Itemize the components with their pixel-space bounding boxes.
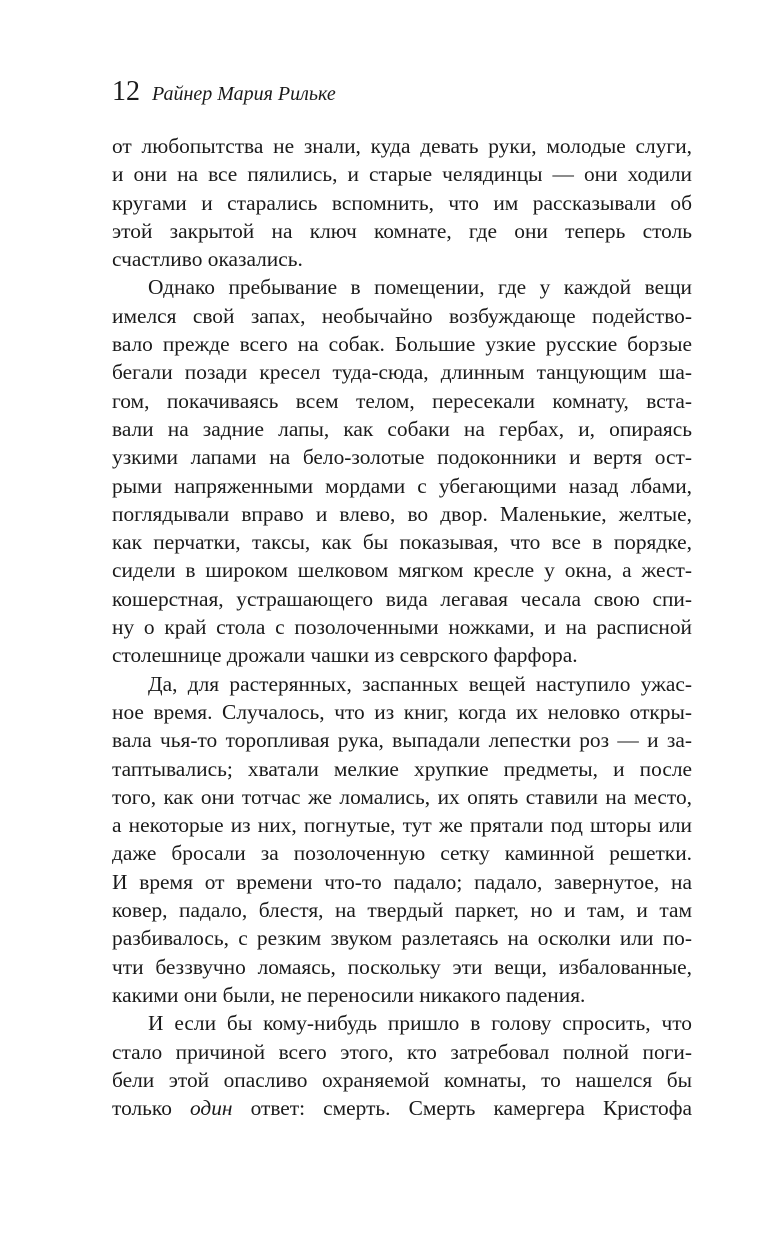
text-line: сидели в широком шелковом мягком кресле у окна, а жест-: [112, 558, 692, 583]
text-line: Однако пребывание в помещении, где у каждой вещи: [148, 275, 692, 300]
text-line: бегали позади кресел туда-сюда, длинным танцующим ша-: [112, 360, 692, 385]
text-line: вали на задние лапы, как собаки на гербах, и, опираясь: [112, 416, 692, 441]
text-line: столешнице дрожали чашки из севрского фарфора.: [112, 643, 578, 668]
text-line: от любопытства не знали, куда девать руки, молодые слуги,: [112, 134, 692, 158]
book-page: [112, 78, 692, 1122]
text-line: ну о край стола с позолоченными ножками, и на расписной: [112, 615, 692, 640]
body-text: [112, 132, 692, 1122]
text-line: вало прежде всего на собак. Большие узкие русские борзые: [112, 332, 692, 357]
text-segment: ответ: смерть. Смерть камергера Кристофа: [232, 1096, 692, 1121]
text-line: кошерстная, устрашающего вида легавая чесала свою спи-: [112, 586, 692, 611]
text-line: стало причиной всего этого, кто затребовал полной поги-: [112, 1039, 692, 1064]
running-title: Райнер Мария Рильке: [152, 83, 336, 105]
text-line: чти беззвучно ломаясь, поскольку эти вещи, избалованные,: [112, 954, 692, 979]
text-line: того, как они тотчас же ломались, их опять ставили на место,: [112, 784, 692, 809]
paragraph: [112, 670, 692, 1010]
text-line: И время от времени что-то падало; падало, завернутое, на: [112, 869, 692, 894]
text-line: рыми напряженными мордами с убегающими назад лбами,: [112, 473, 692, 498]
page-number: 12: [112, 76, 140, 107]
text-line: счастливо оказались.: [112, 247, 303, 272]
text-line: поглядывали вправо и влево, во двор. Маленькие, желтые,: [112, 501, 692, 526]
paragraph: [112, 132, 692, 273]
text-line: бели этой опасливо охраняемой комнаты, то нашелся бы: [112, 1067, 692, 1092]
text-line: разбивалось, с резким звуком разлетаясь на осколки или по-: [112, 926, 692, 951]
text-line: кругами и старались вспомнить, что им рассказывали об: [112, 190, 692, 215]
text-line: И если бы кому-нибудь пришло в голову спросить, что: [148, 1011, 692, 1036]
text-segment: только: [112, 1096, 190, 1121]
text-line: таптывались; хватали мелкие хрупкие предметы, и после: [112, 756, 692, 781]
paragraph: [112, 273, 692, 669]
emphasized-word: один: [189, 1096, 233, 1121]
running-head: [112, 78, 692, 118]
text-line: какими они были, не переносили никакого падения.: [112, 982, 586, 1007]
text-line-with-emphasis: [112, 1094, 692, 1122]
text-line: даже бросали за позолоченную сетку каминной решетки.: [112, 841, 692, 866]
text-line: ное время. Случалось, что из книг, когда их неловко откры-: [112, 699, 692, 724]
text-line: вала чья-то торопливая рука, выпадали лепестки роз — и за-: [112, 728, 692, 753]
text-line: имелся свой запах, необычайно возбуждающе подейство-: [112, 303, 692, 328]
text-line: ковер, падало, блестя, на твердый паркет, но и там, и там: [112, 898, 692, 923]
paragraph: [112, 1009, 692, 1122]
text-line: этой закрытой на ключ комнате, где они теперь столь: [112, 218, 692, 243]
text-line: и они на все пялились, и старые челядинцы — они ходили: [112, 162, 692, 187]
text-line: как перчатки, таксы, как бы показывая, что все в порядке,: [112, 530, 692, 555]
text-line: узкими лапами на бело-золотые подоконники и вертя ост-: [112, 445, 692, 470]
text-line: а некоторые из них, погнутые, тут же прятали под шторы или: [112, 813, 692, 838]
text-line: Да, для растерянных, заспанных вещей наступило ужас-: [148, 671, 692, 696]
text-line: гом, покачиваясь всем телом, пересекали комнату, вста-: [112, 388, 692, 413]
